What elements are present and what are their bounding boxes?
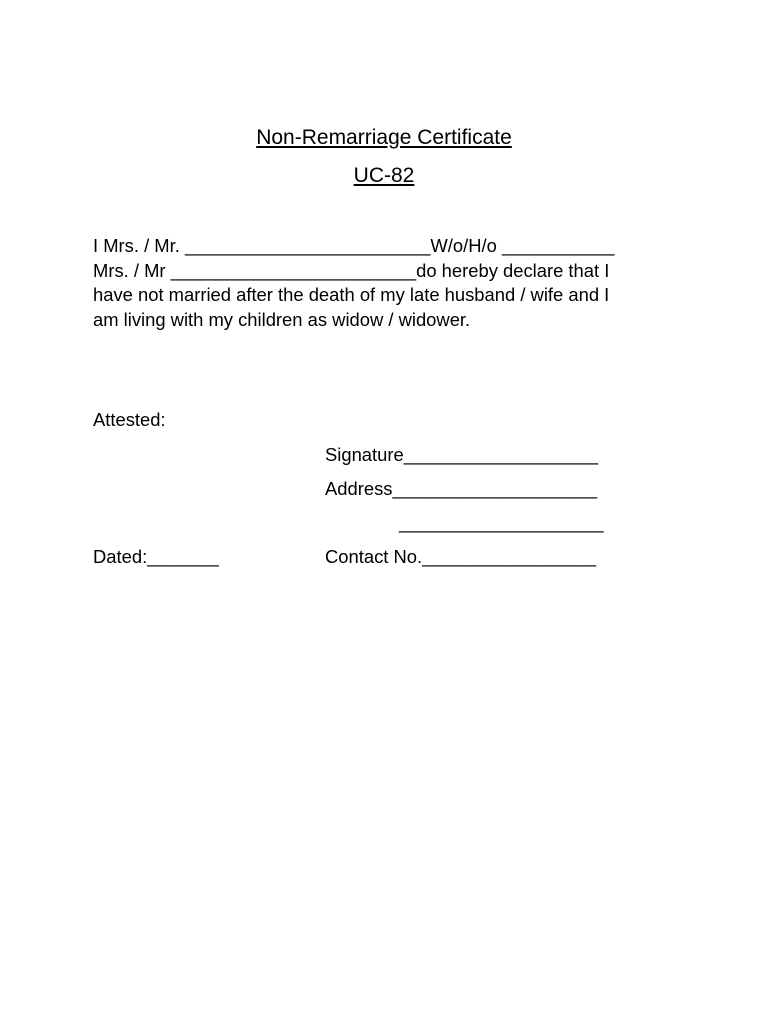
- declaration-line-3: have not married after the death of my late husband / wife and I: [93, 284, 610, 306]
- contact-number-field: Contact No._________________: [325, 546, 596, 567]
- declaration-paragraph: [93, 234, 693, 332]
- address-continuation-line: ____________________: [399, 512, 604, 533]
- dated-field: Dated:_______: [93, 546, 219, 567]
- form-code: UC-82: [353, 164, 415, 187]
- declaration-line-4: am living with my children as widow / widower.: [93, 308, 471, 330]
- declaration-line-2: Mrs. / Mr ________________________do hereby declare that I: [93, 259, 610, 281]
- address-field: Address____________________: [325, 478, 598, 499]
- declaration-line-1: I Mrs. / Mr. ________________________W/o/H/o ___________: [93, 235, 615, 256]
- attested-label: Attested:: [93, 409, 166, 430]
- document-title: Non-Remarriage Certificate: [256, 126, 512, 149]
- signature-field: Signature___________________: [325, 444, 599, 465]
